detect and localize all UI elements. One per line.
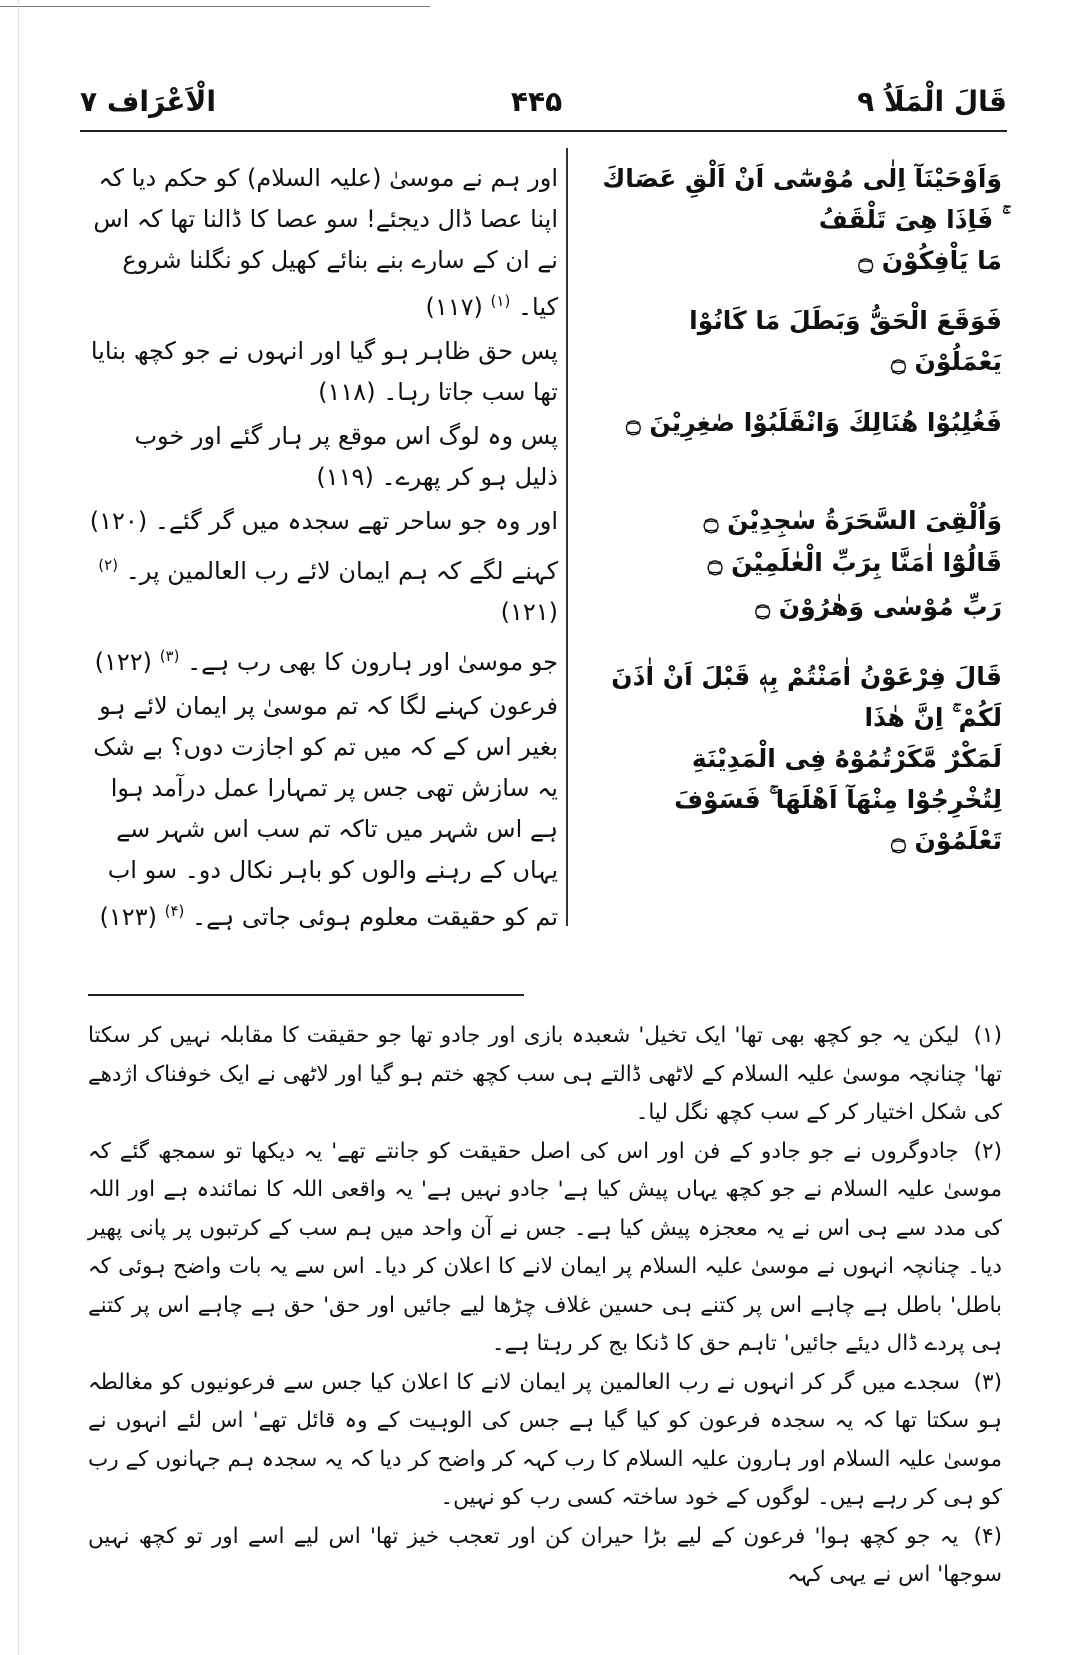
arabic-verse-117 [600, 158, 1002, 281]
footnote-marker: (۱) [490, 292, 511, 310]
scan-edge-line [18, 0, 19, 1655]
verse-number: (۱۲۳) [99, 903, 157, 931]
footnotes-section [88, 1017, 1002, 1595]
footnote-number: (۳) [973, 1369, 1002, 1395]
footnote-text: سجدے میں گر کر انہوں نے رب العالمین پر ایمان لانے کا اعلان کیا جس سے فرعونیوں کو مغالطہ ہو سکتا تھا کہ یہ سجدہ فرعون کو کیا گیا ہے جس کی الوہیت کے وہ قائل تھے' اس لئے انہوں نے موسیٰ علیہ السلام اور ہارون علیہ السلام کا رب کہہ کر واضح کر دیا کہ یہ سجدہ ہم جہانوں کے رب کو ہی کر رہے ہیں۔ لوگوں کے خود ساختہ کسی رب کو نہیں۔ [88, 1369, 1002, 1510]
translation-120 [88, 501, 558, 542]
arabic-verse-123-line-3: تَعْلَمُوْنَ ۝ [891, 826, 1002, 855]
translation-text: پس وہ لوگ اس موقع پر ہار گئے اور خوب ذلیل ہو کر پھرے۔ [134, 422, 558, 491]
arabic-verse-122: رَبِّ مُوْسٰى وَهٰرُوْنَ ۝ [755, 592, 1002, 621]
arabic-verse-119: فَغُلِبُوْا هُنَالِكَ وَانْقَلَبُوْا صٰغِرِيْنَ ۝ [625, 408, 1002, 437]
arabic-verse-117-line-1: وَاَوْحَيْنَآ اِلٰى مُوْسٰٓى اَنْ اَلْقِ عَصَاكَ ۚ فَاِذَا هِىَ تَلْقَفُ [602, 164, 1002, 234]
translation-118 [88, 331, 558, 413]
page-number: ۴۴۵ [510, 84, 563, 118]
footnote-rule [88, 994, 524, 996]
arabic-verse-120: وَاُلْقِىَ السَّحَرَةُ سٰجِدِيْنَ ۝ [703, 506, 1002, 535]
page-header [80, 78, 1007, 124]
column-divider [566, 148, 568, 926]
verse-number: (۱۱۸) [318, 378, 376, 406]
footnote-number: (۴) [973, 1523, 1002, 1549]
juz-name: قَالَ الْمَلَاُ ۹ [857, 84, 1007, 118]
translation-122 [88, 636, 558, 683]
translation-text: فرعون کہنے لگا کہ تم موسیٰ پر ایمان لائے ہو بغیر اس کے کہ میں تم کو اجازت دوں؟ بے شک یہ سازش تھی جس پر تمہارا عمل درآمد ہوا ہے اس شہر میں تاکہ تم سب اس شہر سے یہاں کے رہنے والوں کو باہر نکال دو۔ سو اب تم کو حقیقت معلوم ہوئی جاتی ہے۔ [93, 692, 558, 931]
translation-123 [88, 686, 558, 938]
arabic-verse-118: فَوَقَعَ الْحَقُّ وَبَطَلَ مَا كَانُوْا يَعْمَلُوْنَ ۝ [689, 306, 1002, 376]
urdu-translation-column [88, 158, 558, 941]
top-edge-rule [0, 6, 430, 7]
verse-number: (۱۲۲) [94, 648, 153, 676]
verse-number: (۱۱۷) [425, 293, 483, 321]
footnote-1 [88, 1017, 1002, 1133]
verse-number: (۱۲۰) [89, 507, 148, 535]
footnote-marker: (۴) [164, 902, 185, 920]
footnote-marker: (۳) [159, 647, 180, 665]
translation-text: پس حق ظاہر ہو گیا اور انہوں نے جو کچھ بنایا تھا سب جاتا رہا۔ [90, 337, 558, 406]
arabic-verse-123-line-2: لَمَكْرٌ مَّكَرْتُمُوْهُ فِى الْمَدِيْنَةِ لِتُخْرِجُوْا مِنْهَآ اَهْلَهَا ۚ فَسَوْفَ [674, 744, 1002, 814]
footnote-text: لیکن یہ جو کچھ بھی تھا' ایک تخیل' شعبدہ بازی اور جادو تھا جو حقیقت کا مقابلہ نہیں کر سکتا تھا' چنانچہ موسیٰ علیہ السلام کے لاٹھی ڈالتے ہی سب کچھ ختم ہو گیا اور لاٹھی نے ایک خوفناک اژدھے کی شکل اختیار کر کے سب کچھ نگل لیا۔ [88, 1023, 1002, 1125]
footnote-3 [88, 1364, 1002, 1518]
translation-121 [88, 545, 558, 633]
arabic-verse-123 [600, 656, 1002, 861]
translation-text: اور ہم نے موسیٰ (علیہ السلام) کو حکم دیا کہ اپنا عصا ڈال دیجئے! سو عصا کا ڈالنا تھا کہ اس نے ان کے سارے بنے بنائے کھیل کو نگلنا شروع کیا۔ [93, 164, 558, 321]
footnote-number: (۲) [973, 1138, 1002, 1164]
footnote-number: (۱) [973, 1023, 1002, 1048]
verse-number: (۱۱۹) [316, 463, 374, 491]
arabic-verse-121: قَالُوْٓا اٰمَنَّا بِرَبِّ الْعٰلَمِيْنَ ۝ [707, 548, 1002, 577]
translation-text: جو موسیٰ اور ہارون کا بھی رب ہے۔ [187, 648, 558, 676]
translation-117 [88, 158, 558, 328]
footnote-marker: (۲) [98, 556, 119, 574]
footnote-4 [88, 1518, 1002, 1595]
arabic-verse-123-line-1: قَالَ فِرْعَوْنُ اٰمَنْتُمْ بِهٖ قَبْلَ اَنْ اٰذَنَ لَكُمْ ۚ اِنَّ هٰذَا [611, 662, 1002, 732]
arabic-verse-117-line-2: مَا يَاْفِكُوْنَ ۝ [858, 246, 1002, 275]
footnote-text: یہ جو کچھ ہوا' فرعون کے لیے بڑا حیران کن اور تعجب خیز تھا' اس لیے اسے اور تو کچھ نہیں سوجھا' اس نے یہی کہہ [88, 1523, 1002, 1587]
verse-number: (۱۲۱) [500, 598, 558, 626]
header-rule [80, 130, 1007, 132]
footnote-text: جادوگروں نے جو جادو کے فن اور اس کی اصل حقیقت کو جانتے تھے' یہ دیکھا تو سمجھ گئے کہ موسیٰ علیہ السلام نے جو کچھ یہاں پیش کیا ہے' جادو نہیں ہے' یہ واقعی اللہ کا نمائندہ ہے اور اللہ کی مدد سے ہی اس نے یہ معجزہ پیش کیا ہے۔ جس نے آن واحد میں ہم سب کے کرتبوں پر پانی پھیر دیا۔ چنانچہ انہوں نے موسیٰ علیہ السلام پر ایمان لانے کا اعلان کر دیا۔ اس سے یہ بات واضح ہوئی کہ باطل' باطل ہے چاہے اس پر کتنے ہی حسین غلاف چڑھا لیے جائیں اور حق' حق ہے چاہے اس پر کتنے ہی پردے ڈال دیئے جائیں' تاہم حق کا ڈنکا بج کر رہتا ہے۔ [88, 1138, 1002, 1356]
footnote-2 [88, 1133, 1002, 1364]
surah-name: الْاَعْرَاف ۷ [80, 84, 216, 118]
translation-text: کہنے لگے کہ ہم ایمان لائے رب العالمین پر۔ [125, 557, 558, 585]
translation-text: اور وہ جو ساحر تھے سجدہ میں گر گئے۔ [154, 507, 558, 535]
translation-119 [88, 416, 558, 498]
